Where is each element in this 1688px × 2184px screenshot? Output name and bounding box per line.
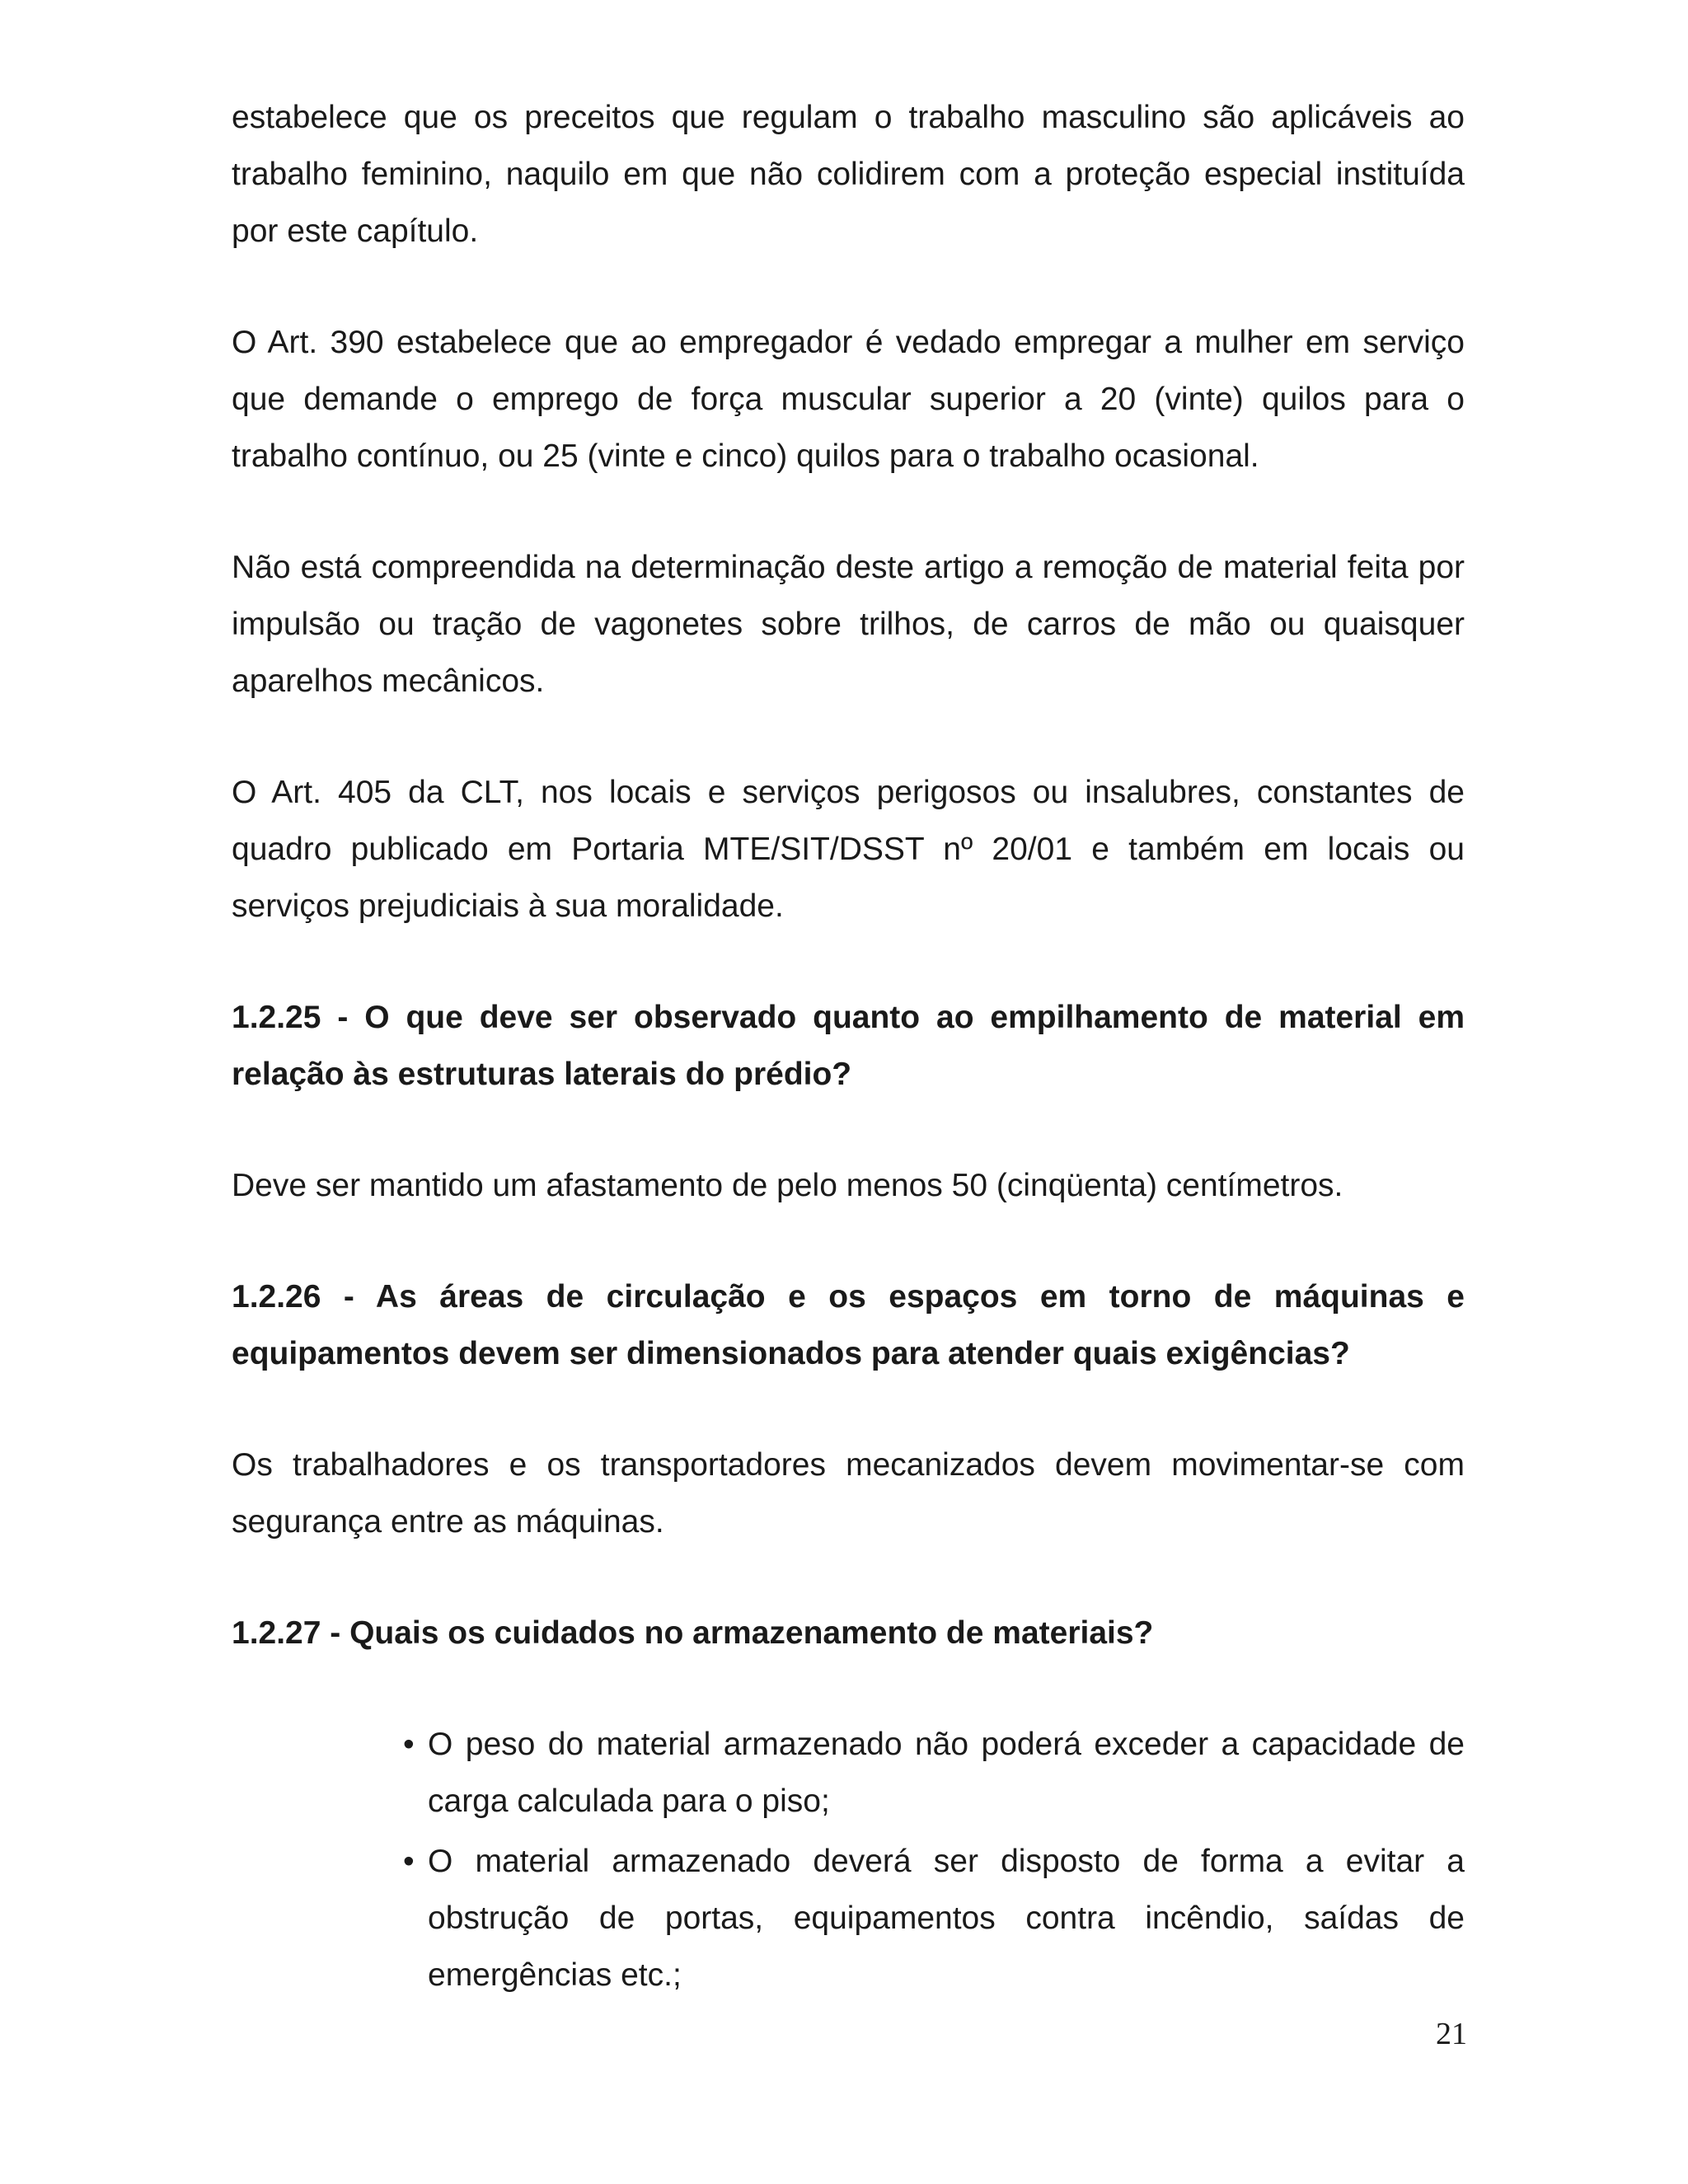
paragraph-exception: Não está compreendida na determinação deste artigo a remoção de material feita por impulsão ou tração de vagonetes sobre trilhos, de carros de mão ou quaisquer aparelhos mecânicos. [232,550,1465,699]
list-item [403,1716,1465,1830]
bullet-icon: • [403,1727,415,1762]
question-heading-1-2-26: 1.2.26 - As áreas de circulação e os espaços em torno de máquinas e equipamentos devem ser dimensionados para atender quais exigências? [232,1279,1465,1371]
bullet-icon: • [403,1844,415,1879]
paragraph-art-405: O Art. 405 da CLT, nos locais e serviços perigosos ou insalubres, constantes de quadro publicado em Portaria MTE/SIT/DSST nº 20/01 e também em locais ou serviços prejudiciais à sua moralidade. [232,775,1465,924]
list-item-text: O peso do material armazenado não poderá exceder a capacidade de carga calculada para o piso; [428,1727,1465,1819]
paragraph-continuation: estabelece que os preceitos que regulam o trabalho masculino são aplicáveis ao trabalho feminino, naquilo em que não colidirem com a proteção especial instituída por este capítulo. [232,100,1465,249]
list-item-text: O material armazenado deverá ser disposto de forma a evitar a obstrução de portas, equipamentos contra incêndio, saídas de emergências etc.; [428,1844,1465,1993]
question-heading-1-2-25: 1.2.25 - O que deve ser observado quanto ao empilhamento de material em relação às estruturas laterais do prédio? [232,1000,1465,1092]
list-item [403,1833,1465,2004]
storage-care-list [403,1716,1465,2004]
question-heading-1-2-27: 1.2.27 - Quais os cuidados no armazenamento de materiais? [232,1615,1154,1651]
page-number: 21 [1436,2017,1467,2051]
paragraph-art-390: O Art. 390 estabelece que ao empregador é vedado empregar a mulher em serviço que demande o emprego de força muscular superior a 20 (vinte) quilos para o trabalho contínuo, ou 25 (vinte e cinco) quilos para o trabalho ocasional. [232,325,1465,474]
answer-1-2-26: Os trabalhadores e os transportadores mecanizados devem movimentar-se com segurança entre as máquinas. [232,1447,1465,1540]
answer-1-2-25: Deve ser mantido um afastamento de pelo menos 50 (cinqüenta) centímetros. [232,1168,1343,1203]
document-page [232,89,1465,2007]
